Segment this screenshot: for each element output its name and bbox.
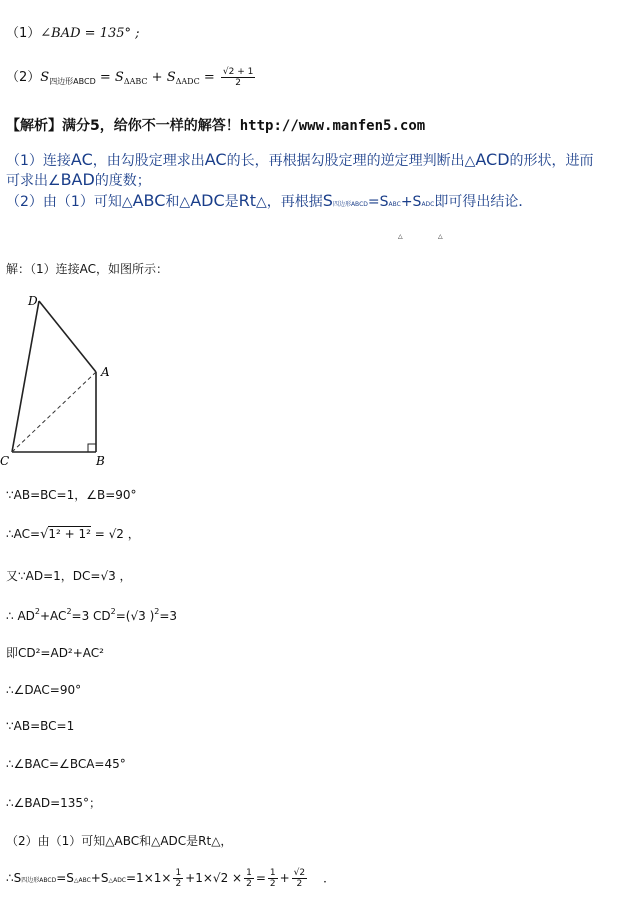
text: 1 <box>269 868 276 878</box>
plus-s: + S <box>147 70 176 85</box>
heading-url: http://www.manfen5.com <box>239 118 426 134</box>
fraction-numerator: √2 + 1 <box>222 67 254 77</box>
step-4 <box>6 607 177 623</box>
text: 2 <box>246 879 252 889</box>
text: △ADC <box>108 877 126 884</box>
text: 的度数； <box>94 173 151 189</box>
text: ∴S <box>6 871 22 885</box>
text: ，由勾股定理求出 <box>92 153 205 169</box>
text: = √2 ， <box>90 527 140 541</box>
label-c: C <box>0 454 10 468</box>
triangle-mark-2: △ <box>438 233 443 240</box>
step-11 <box>6 868 335 889</box>
text: + <box>279 871 290 885</box>
heading-text: 【解析】满分5，给你不一样的解答！ <box>6 118 240 134</box>
text: +S <box>400 194 422 210</box>
text: 四边形ABCD <box>21 877 57 884</box>
right-angle-mark <box>88 444 96 452</box>
text: AC <box>70 150 93 169</box>
text: =3 <box>159 609 178 623</box>
text: 2 <box>66 607 72 616</box>
text: ∴ AD <box>6 609 35 623</box>
fraction-1 <box>173 868 183 889</box>
text: ACD <box>475 150 510 169</box>
step-9: ∴∠BAD=135°； <box>6 796 102 810</box>
analysis-line-1 <box>6 150 594 170</box>
step-10: （2）由（1）可知△ABC和△ADC是Rt△， <box>6 834 233 848</box>
text: ABC <box>388 201 401 208</box>
answer-2-prefix: （2） <box>6 70 41 85</box>
text: =3 CD <box>71 609 111 623</box>
text: ABC <box>132 191 166 210</box>
text: 2 <box>110 607 116 616</box>
text: 是 <box>224 194 239 210</box>
step-2 <box>6 525 140 542</box>
text: Rt <box>238 191 257 210</box>
equals-s: = S <box>95 70 124 85</box>
step-3: 又∵AD=1，DC=√3 ， <box>6 569 132 583</box>
fraction-4 <box>292 868 307 889</box>
text: ADC <box>190 191 225 210</box>
text: △，再根据 <box>256 194 323 210</box>
segment-da <box>39 301 96 372</box>
text: +S <box>90 871 109 885</box>
answer-1-expr: ∠BAD = 135° ; <box>40 26 140 41</box>
answer-2 <box>6 66 257 88</box>
text: 即可得出结论． <box>434 194 533 210</box>
text: 2 <box>34 607 40 616</box>
text: ∴AC= <box>6 527 41 541</box>
text: +1×√2 × <box>185 871 243 885</box>
answer-2-fraction <box>221 67 255 88</box>
text: △ABC <box>73 877 91 884</box>
analysis-line-2 <box>6 170 151 190</box>
text: ． <box>323 871 336 885</box>
answer-1 <box>6 22 140 41</box>
text: =S <box>367 194 389 210</box>
text: 2 <box>269 879 276 889</box>
text: =(√3 ) <box>115 609 155 623</box>
sqrt-radicand: 1² + 1² <box>48 527 91 541</box>
text: AC <box>204 150 227 169</box>
text: =S <box>56 871 74 885</box>
text: 的形状，进而 <box>509 153 594 169</box>
label-b: B <box>96 454 105 468</box>
text: √2 <box>293 868 306 878</box>
solution-intro: 解：（1）连接AC，如图所示： <box>6 262 169 276</box>
answer-1-prefix: （1） <box>6 26 41 41</box>
area-subscript-quad: 四边形ABCD <box>49 77 96 86</box>
analysis-line-3 <box>6 191 532 211</box>
area-symbol: S <box>40 70 50 85</box>
sqrt-sign: √ <box>40 527 49 542</box>
fraction-2 <box>244 868 254 889</box>
step-5: 即CD²=AD²+AC² <box>6 646 104 660</box>
text: 1 <box>175 868 182 878</box>
quadrilateral-figure <box>0 290 130 470</box>
text: 2 <box>154 607 160 616</box>
text: 和△ <box>165 194 191 210</box>
text: 的长，再根据勾股定理的逆定理判断出△ <box>226 153 476 169</box>
label-a: A <box>101 365 110 379</box>
text: =1×1× <box>126 871 172 885</box>
text: +AC <box>40 609 67 623</box>
fraction-denominator: 2 <box>235 78 241 88</box>
segment-dc <box>12 301 39 452</box>
equals: = <box>199 70 219 85</box>
text: （2）由（1）可知△ <box>6 194 133 210</box>
text: 2 <box>175 879 182 889</box>
text: 可求出∠ <box>6 173 61 189</box>
text: 1 <box>246 868 252 878</box>
fraction-3 <box>268 868 278 889</box>
step-7: ∵AB=BC=1 <box>6 719 75 733</box>
text: 2 <box>296 879 303 889</box>
triangle-mark-1: △ <box>398 233 403 240</box>
step-6: ∴∠DAC=90° <box>6 683 82 697</box>
text: ADC <box>421 201 435 208</box>
text: （1）连接 <box>6 153 71 169</box>
text: 四边形ABCD <box>332 201 368 208</box>
text: = <box>255 871 266 885</box>
step-1: ∵AB=BC=1，∠B=90° <box>6 488 137 502</box>
text: S <box>322 191 333 210</box>
step-8: ∴∠BAC=∠BCA=45° <box>6 757 126 771</box>
text: BAD <box>60 170 95 189</box>
analysis-heading <box>6 115 425 135</box>
area-subscript-adc: ΔADC <box>175 77 200 86</box>
label-d: D <box>28 294 38 308</box>
area-subscript-abc: ΔABC <box>123 77 148 86</box>
